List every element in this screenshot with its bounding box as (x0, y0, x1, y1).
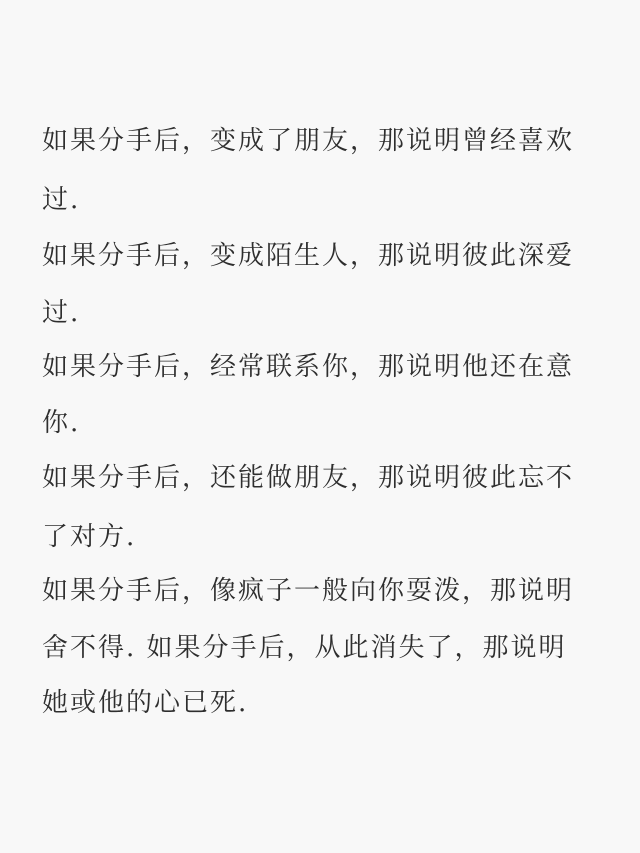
text-line: 舍不得. 如果分手后，从此消失了，那说明 (42, 633, 567, 663)
text-line: 如果分手后，变成陌生人，那说明彼此深爱 (42, 241, 575, 271)
text-line: 过. (42, 185, 81, 215)
text-line: 如果分手后，变成了朋友，那说明曾经喜欢 (42, 126, 575, 156)
text-line: 如果分手后，像疯子一般向你耍泼，那说明 (42, 576, 575, 606)
text-line: 了对方. (42, 522, 137, 552)
text-line: 过. (42, 298, 81, 328)
text-line: 你. (42, 408, 81, 438)
text-line: 如果分手后，还能做朋友，那说明彼此忘不 (42, 463, 575, 493)
text-line: 如果分手后，经常联系你，那说明他还在意 (42, 352, 575, 382)
text-line: 她或他的心已死. (42, 688, 249, 718)
